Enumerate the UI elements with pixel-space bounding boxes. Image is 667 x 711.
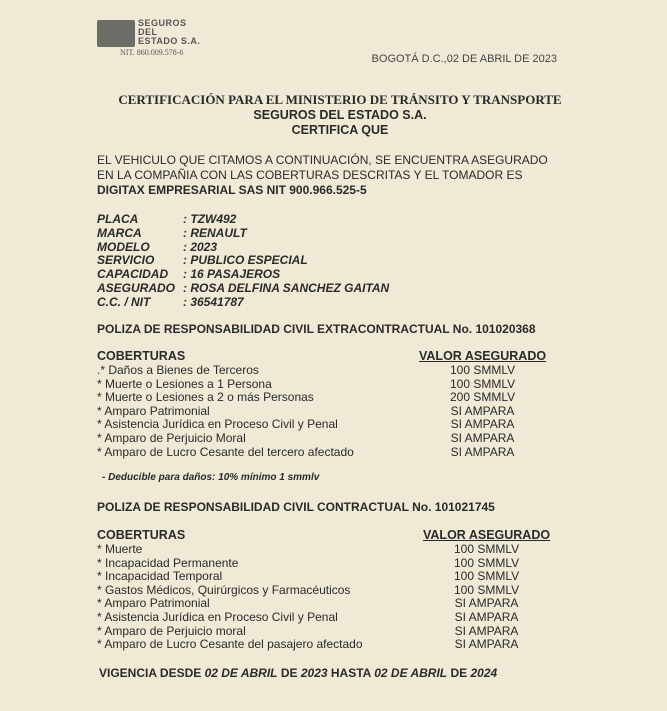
coverage-row [97, 625, 550, 639]
coverage-name: * Amparo de Perjuicio moral [97, 623, 246, 638]
coverage-row [97, 446, 546, 460]
deductible-note: - Deducible para daños: 10% mínimo 1 smmlv [102, 472, 320, 483]
coverage-row [97, 611, 550, 625]
field-value: : 2023 [183, 239, 218, 254]
field-label: SERVICIO [97, 253, 155, 268]
field-row [97, 296, 389, 310]
title-line-2: SEGUROS DEL ESTADO S.A. [253, 108, 427, 122]
coverage-name: * Incapacidad Permanente [97, 555, 239, 570]
coverage-row [97, 557, 550, 571]
intro-paragraph: EL VEHICULO QUE CITAMOS A CONTINUACIÓN, SE ENCUENTRA ASEGURADO EN LA COMPAÑIA CON LAS COBERTURAS DESCRITAS Y EL TOMADOR ES DIGITAX EMPRESARIAL SAS NIT 900.966.525-5 [97, 153, 548, 197]
coverage-value: SI AMPARA [450, 430, 515, 445]
coverage-name: * Asistencia Jurídica en Proceso Civil y Penal [97, 609, 338, 624]
coverage-name: * Muerte o Lesiones a 1 Persona [97, 376, 272, 391]
coverage-value: 100 SMMLV [453, 542, 520, 556]
coverage-value: SI AMPARA [450, 444, 515, 459]
coverage-name: * Amparo de Lucro Cesante del tercero afectado [97, 444, 354, 459]
field-row [97, 213, 389, 227]
company-logo-text: SEGUROS DEL ESTADO S.A. [138, 18, 201, 46]
coverage-row [97, 638, 550, 652]
coverage-value: SI AMPARA [450, 403, 515, 418]
coverage-row [97, 543, 550, 557]
field-row [97, 241, 389, 255]
vehicle-fields [97, 213, 389, 310]
coverage-value: 100 SMMLV [449, 363, 516, 377]
coverage-row [97, 584, 550, 598]
field-label: MARCA [97, 225, 142, 240]
field-label: CAPACIDAD [97, 267, 169, 282]
field-label: PLACA [97, 212, 139, 226]
field-row [97, 254, 389, 268]
policy2-title: POLIZA DE RESPONSABILIDAD CIVIL CONTRACTUAL No. 101021745 [97, 500, 495, 514]
coverage-value: 100 SMMLV [449, 376, 516, 391]
column-header-value: VALOR ASEGURADO [419, 349, 547, 363]
field-value: : ROSA DELFINA SANCHEZ GAITAN [183, 280, 390, 295]
coverage-row [97, 391, 546, 405]
field-value: : 16 PASAJEROS [183, 267, 281, 282]
coverage-row [97, 364, 546, 378]
coverage-row [97, 378, 546, 392]
company-logo-icon [97, 20, 135, 47]
field-value: : PUBLICO ESPECIAL [183, 253, 308, 268]
coverage-name: * Muerte o Lesiones a 2 o más Personas [97, 390, 314, 405]
coverage-name: * Incapacidad Temporal [97, 569, 223, 584]
title-line-3: CERTIFICA QUE [291, 123, 389, 137]
coverage-name: * Amparo de Perjuicio Moral [97, 430, 246, 445]
coverage-value: 200 SMMLV [449, 390, 516, 405]
company-nit: NIT. 860.009.578-6 [120, 48, 184, 57]
policy1-title: POLIZA DE RESPONSABILIDAD CIVIL EXTRACONTRACTUAL No. 101020368 [97, 322, 536, 336]
validity-line: VIGENCIA DESDE 02 DE ABRIL DE 2023 HASTA 02 DE ABRIL DE 2024 [99, 666, 498, 680]
coverage-row [97, 418, 546, 432]
coverage-name: * Gastos Médicos, Quirúrgicos y Farmacéuticos [97, 582, 351, 597]
field-value: : RENAULT [183, 225, 247, 240]
coverage-name: * Amparo de Lucro Cesante del pasajero afectado [97, 637, 363, 652]
coverage-name: .* Daños a Bienes de Terceros [97, 363, 259, 377]
column-header-coverage: COBERTURAS [97, 528, 186, 542]
coverage-name: * Asistencia Jurídica en Proceso Civil y Penal [97, 417, 338, 432]
coverage-row [97, 597, 550, 611]
coverage-value: SI AMPARA [454, 596, 519, 611]
coverage-row [97, 570, 550, 584]
policy1-coverage-table [97, 349, 546, 459]
column-header-coverage: COBERTURAS [97, 349, 186, 363]
field-row [97, 227, 389, 241]
coverage-value: SI AMPARA [450, 417, 515, 432]
coverage-value: 100 SMMLV [453, 582, 520, 597]
column-header-value: VALOR ASEGURADO [423, 528, 551, 542]
field-row [97, 282, 389, 296]
field-label: ASEGURADO [97, 280, 176, 295]
field-label: MODELO [97, 239, 150, 254]
field-row [97, 268, 389, 282]
coverage-row [97, 405, 546, 419]
coverage-value: SI AMPARA [454, 637, 519, 652]
coverage-name: * Amparo Patrimonial [97, 596, 210, 611]
coverage-value: 100 SMMLV [453, 569, 520, 584]
document-date: BOGOTÁ D.C.,02 DE ABRIL DE 2023 [371, 53, 557, 65]
coverage-name: * Amparo Patrimonial [97, 403, 210, 418]
coverage-value: SI AMPARA [454, 623, 519, 638]
coverage-row [97, 432, 546, 446]
field-value: : TZW492 [183, 212, 237, 226]
field-label: C.C. / NIT [97, 294, 151, 309]
coverage-value: SI AMPARA [454, 609, 519, 624]
title-line-1: CERTIFICACIÓN PARA EL MINISTERIO DE TRÁNSITO Y TRANSPORTE [118, 92, 562, 107]
coverage-value: 100 SMMLV [453, 555, 520, 570]
field-value: : 36541787 [183, 294, 244, 309]
policy2-coverage-table [97, 528, 550, 652]
coverage-name: * Muerte [97, 542, 143, 556]
